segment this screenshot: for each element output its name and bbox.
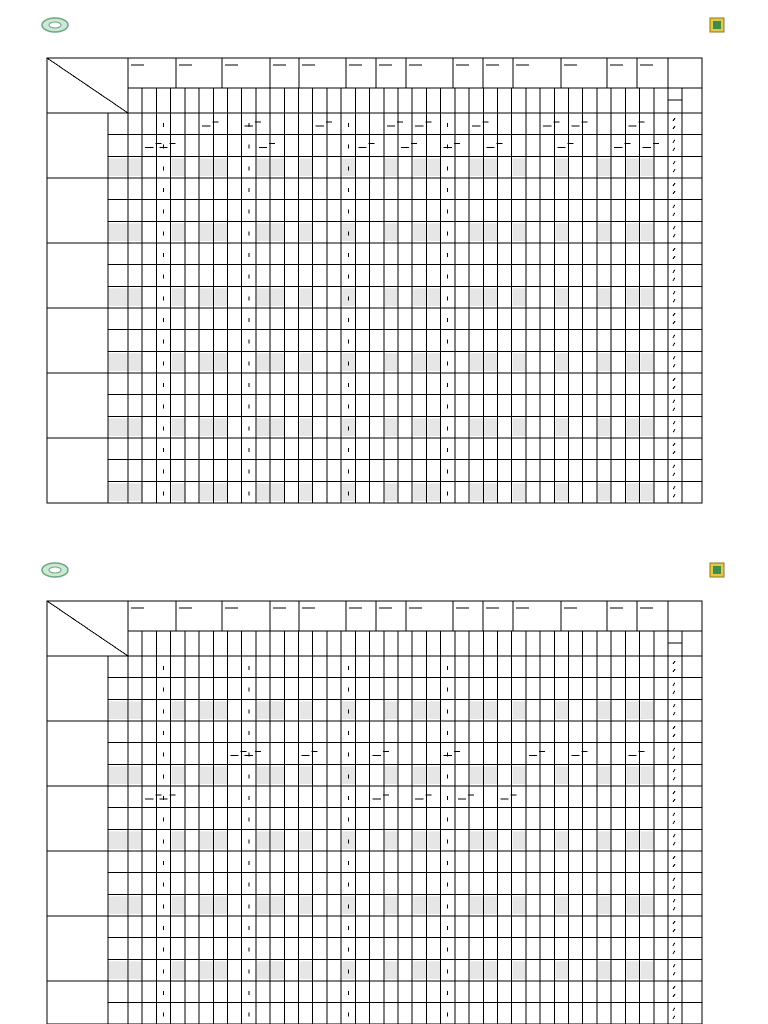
sheet-2 [42,563,724,1024]
emblem-icon [710,563,724,577]
seal-icon [42,18,68,32]
schedule-table [47,58,702,503]
schedule-table [47,601,702,1024]
emblem-icon [710,18,724,32]
sheet-1 [42,18,724,503]
seal-icon [42,563,68,577]
